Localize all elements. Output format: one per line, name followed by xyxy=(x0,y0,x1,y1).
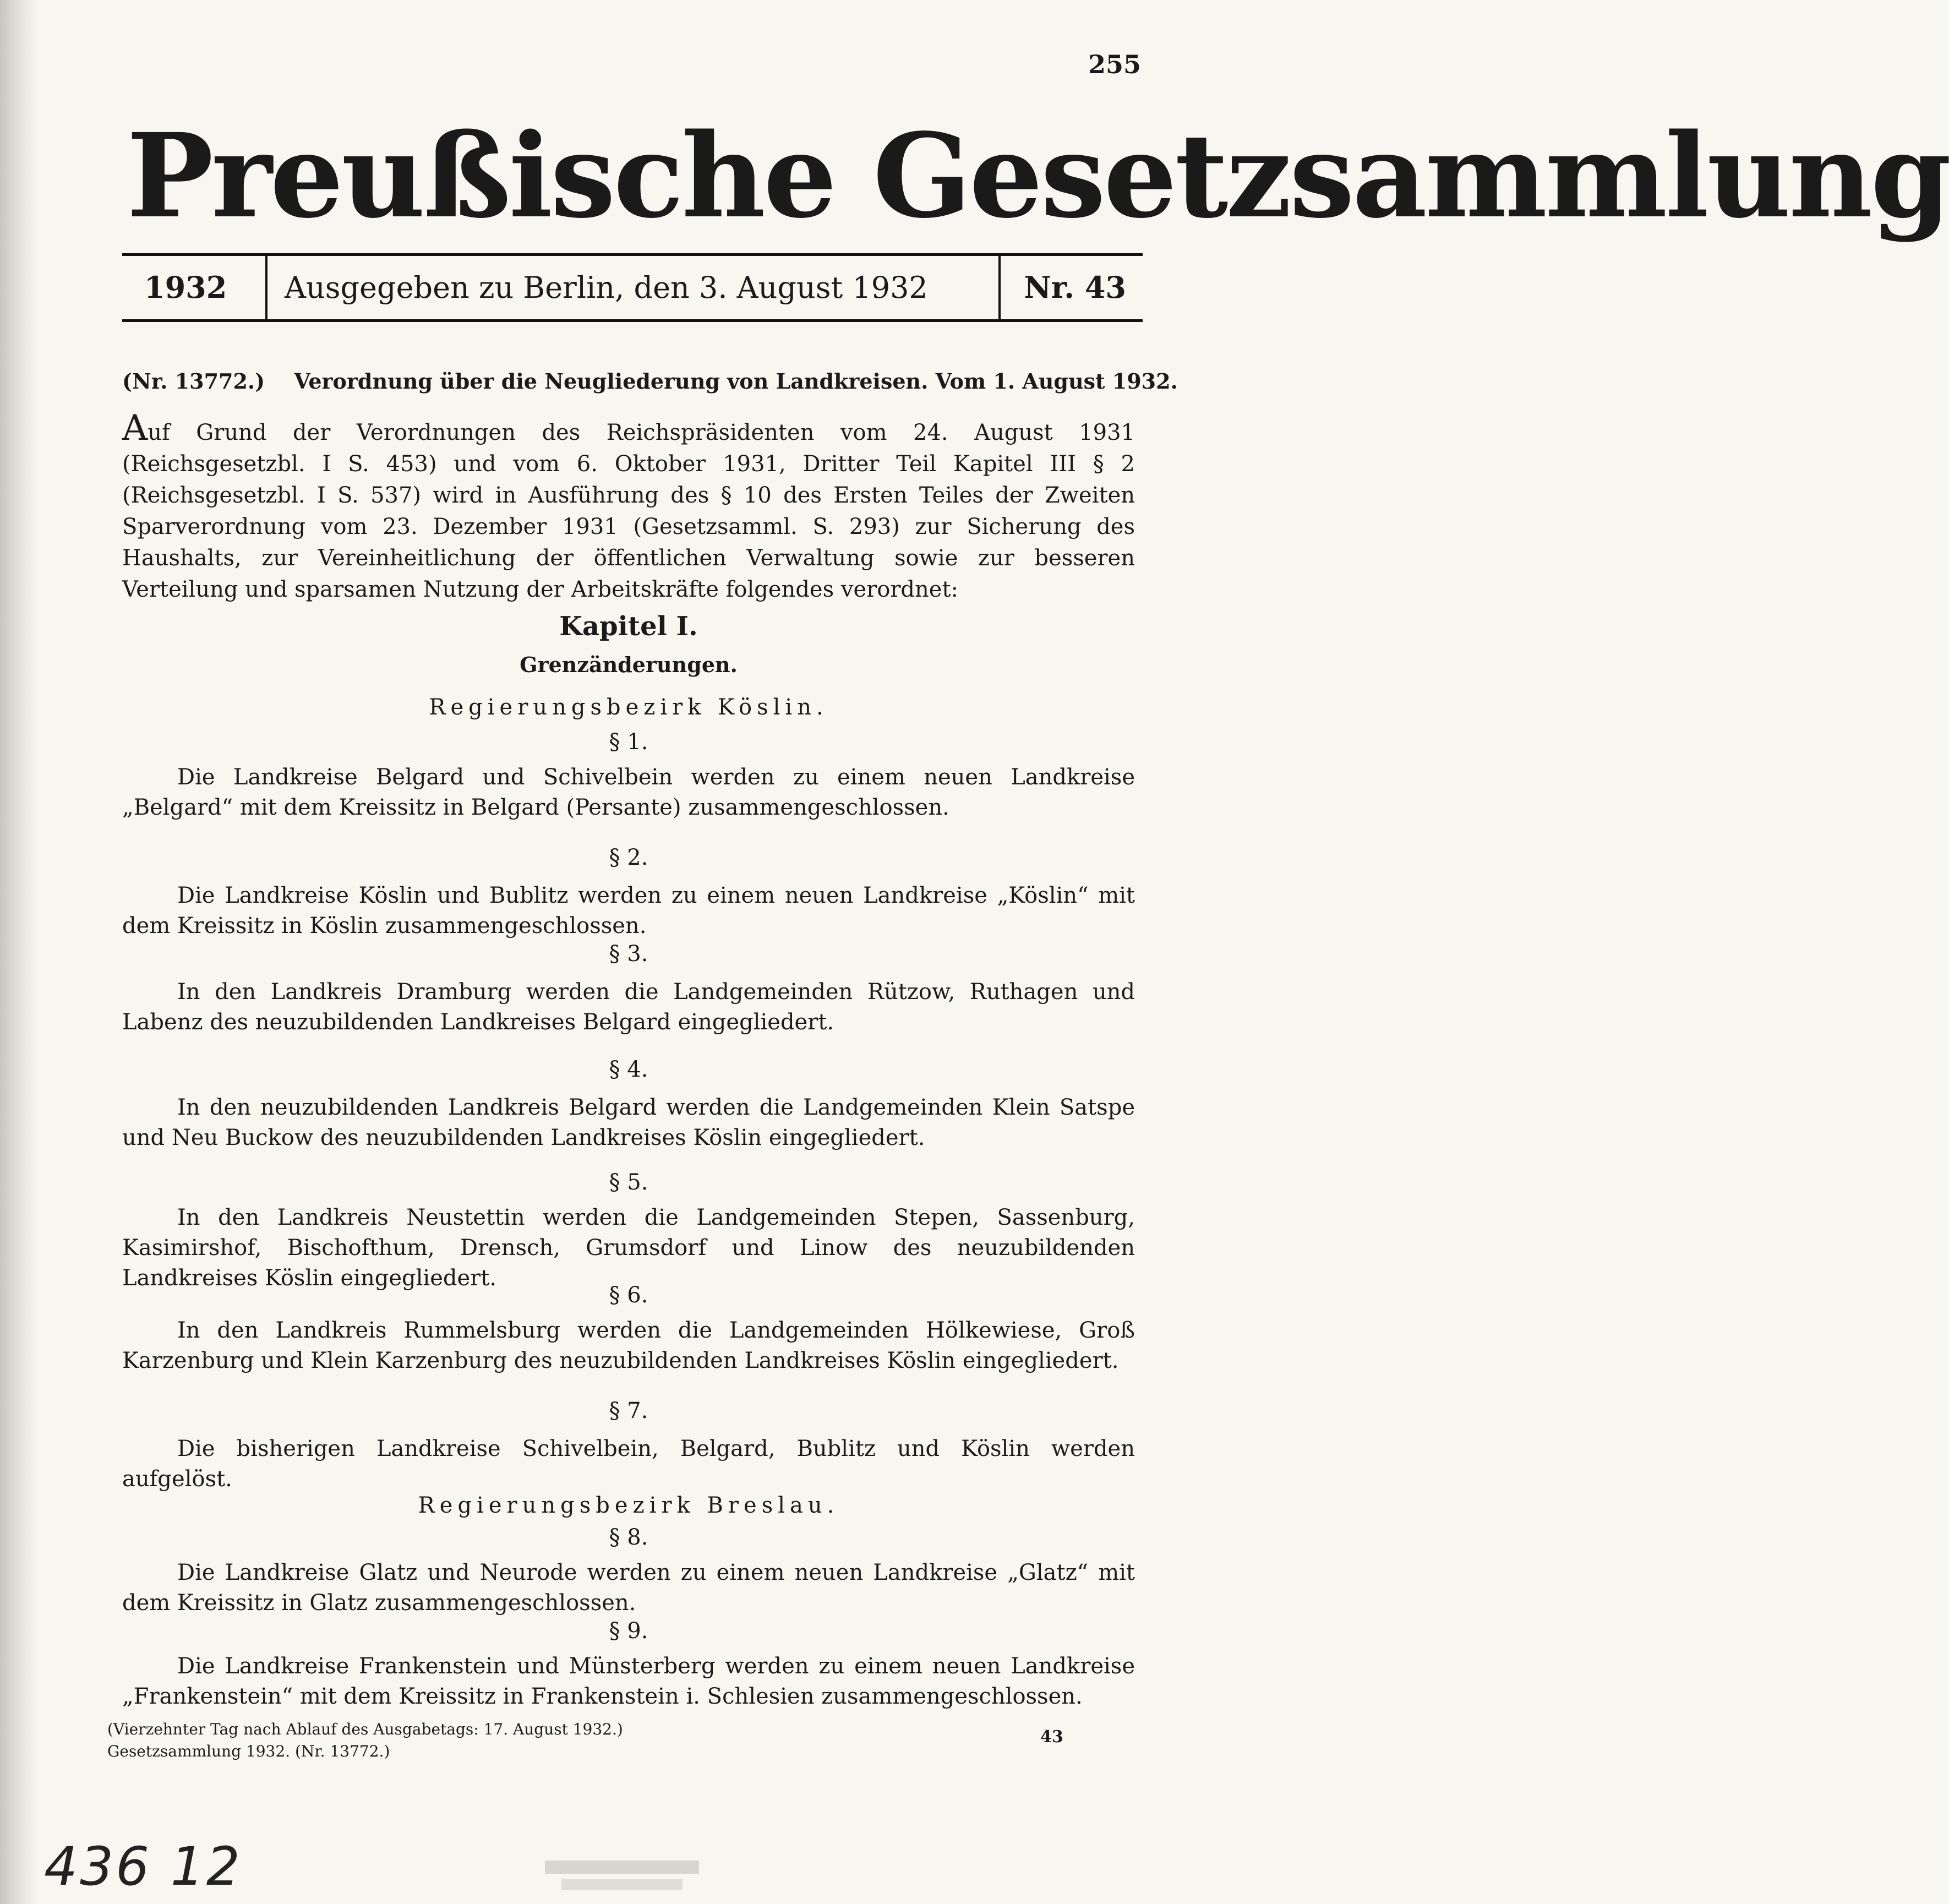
section-number: § 5. xyxy=(609,1170,648,1195)
issue-bar xyxy=(122,253,1143,322)
sheet-number: 43 xyxy=(1040,1727,1063,1747)
faint-stamp xyxy=(539,1855,705,1899)
section-text: Die Landkreise Glatz und Neurode werden zu einem neuen Landkreise „Glatz“ mit dem Kreissitz in Glatz zusammengeschlossen. xyxy=(122,1560,1135,1616)
preamble: Auf Grund der Verordnungen des Reichspräsidenten vom 24. August 1931 (Reichsgesetzbl. I S. 453) und vom 6. Oktober 1931, Dritter Teil Kapitel III § 2 (Reichsgesetzbl. I S. 537) wird in Ausführung des § 10 des Ersten Teiles der Zweiten Sparverordnung vom 23. Dezember 1931 (Gesetzsamml. S. 293) zur Sicherung des Haushalts, zur Vereinheitlichung der öffentlichen Verwaltung sowie zur besseren Verteilung und sparsamen Nutzung der Arbeitskräfte folgendes verordnet: xyxy=(122,408,1135,602)
issue-date: Ausgegeben zu Berlin, den 3. August 1932 xyxy=(285,270,928,305)
handwritten-annotation: 436 12 xyxy=(44,1836,242,1897)
section-number: § 6. xyxy=(609,1283,648,1308)
section-number: § 9. xyxy=(609,1618,648,1644)
section-text: Die Landkreise Köslin und Bublitz werden zu einem neuen Landkreise „Köslin“ mit dem Kreissitz in Köslin zusammengeschlossen. xyxy=(122,883,1135,939)
chapter-subtitle: Grenzänderungen. xyxy=(520,652,738,677)
section-text: Die Landkreise Frankenstein und Münsterberg werden zu einem neuen Landkreise „Frankenstein“ mit dem Kreissitz in Frankenstein i. Schlesien zusammengeschlossen. xyxy=(122,1654,1135,1709)
section-text: In den Landkreis Dramburg werden die Landgemeinden Rützow, Ruthagen und Labenz des neuzubildenden Landkreises Belgard eingegliedert. xyxy=(122,979,1135,1035)
district-heading: Regierungsbezirk Köslin. xyxy=(429,695,828,720)
section-number: § 3. xyxy=(609,941,648,967)
section-text: Die Landkreise Belgard und Schivelbein werden zu einem neuen Landkreise „Belgard“ mit dem Kreissitz in Belgard (Persante) zusammengeschlossen. xyxy=(122,765,1135,820)
issue-year: 1932 xyxy=(144,270,227,305)
page-number: 255 xyxy=(1088,50,1141,79)
section-text: In den neuzubildenden Landkreis Belgard werden die Landgemeinden Klein Satspe und Neu Buckow des neuzubildenden Landkreises Köslin eingegliedert. xyxy=(122,1095,1135,1150)
masthead-title: Preußische Gesetzsammlung xyxy=(127,108,1949,244)
chapter-title: Kapitel I. xyxy=(559,611,698,642)
issue-divider xyxy=(265,256,267,319)
section-text: In den Landkreis Neustettin werden die Landgemeinden Stepen, Sassenburg, Kasimirshof, Bischofthum, Drensch, Grumsdorf und Linow des neuzubildenden Landkreises Köslin eingegliedert. xyxy=(122,1205,1135,1291)
issue-number: Nr. 43 xyxy=(1024,270,1126,305)
ordinance-title: Verordnung über die Neugliederung von Landkreisen. Vom 1. August 1932. xyxy=(294,369,1178,394)
district-heading: Regierungsbezirk Breslau. xyxy=(418,1493,839,1518)
section-number: § 7. xyxy=(609,1398,648,1423)
footnote-collection: Gesetzsammlung 1932. (Nr. 13772.) xyxy=(107,1742,390,1760)
footnote-deadline: (Vierzehnter Tag nach Ablauf des Ausgabetags: 17. August 1932.) xyxy=(107,1720,623,1738)
ordinance-heading xyxy=(122,369,1178,394)
ordinance-ref: (Nr. 13772.) xyxy=(122,369,265,394)
section-number: § 4. xyxy=(609,1057,648,1082)
section-text: In den Landkreis Rummelsburg werden die Landgemeinden Hölkewiese, Groß Karzenburg und Klein Karzenburg des neuzubildenden Landkreises Köslin eingegliedert. xyxy=(122,1318,1135,1373)
section-number: § 8. xyxy=(609,1525,648,1550)
section-number: § 1. xyxy=(609,729,648,755)
issue-divider xyxy=(998,256,1001,319)
section-number: § 2. xyxy=(609,845,648,870)
scan-edge-shadow xyxy=(0,0,39,1904)
section-text: Die bisherigen Landkreise Schivelbein, Belgard, Bublitz und Köslin werden aufgelöst. xyxy=(122,1436,1135,1492)
